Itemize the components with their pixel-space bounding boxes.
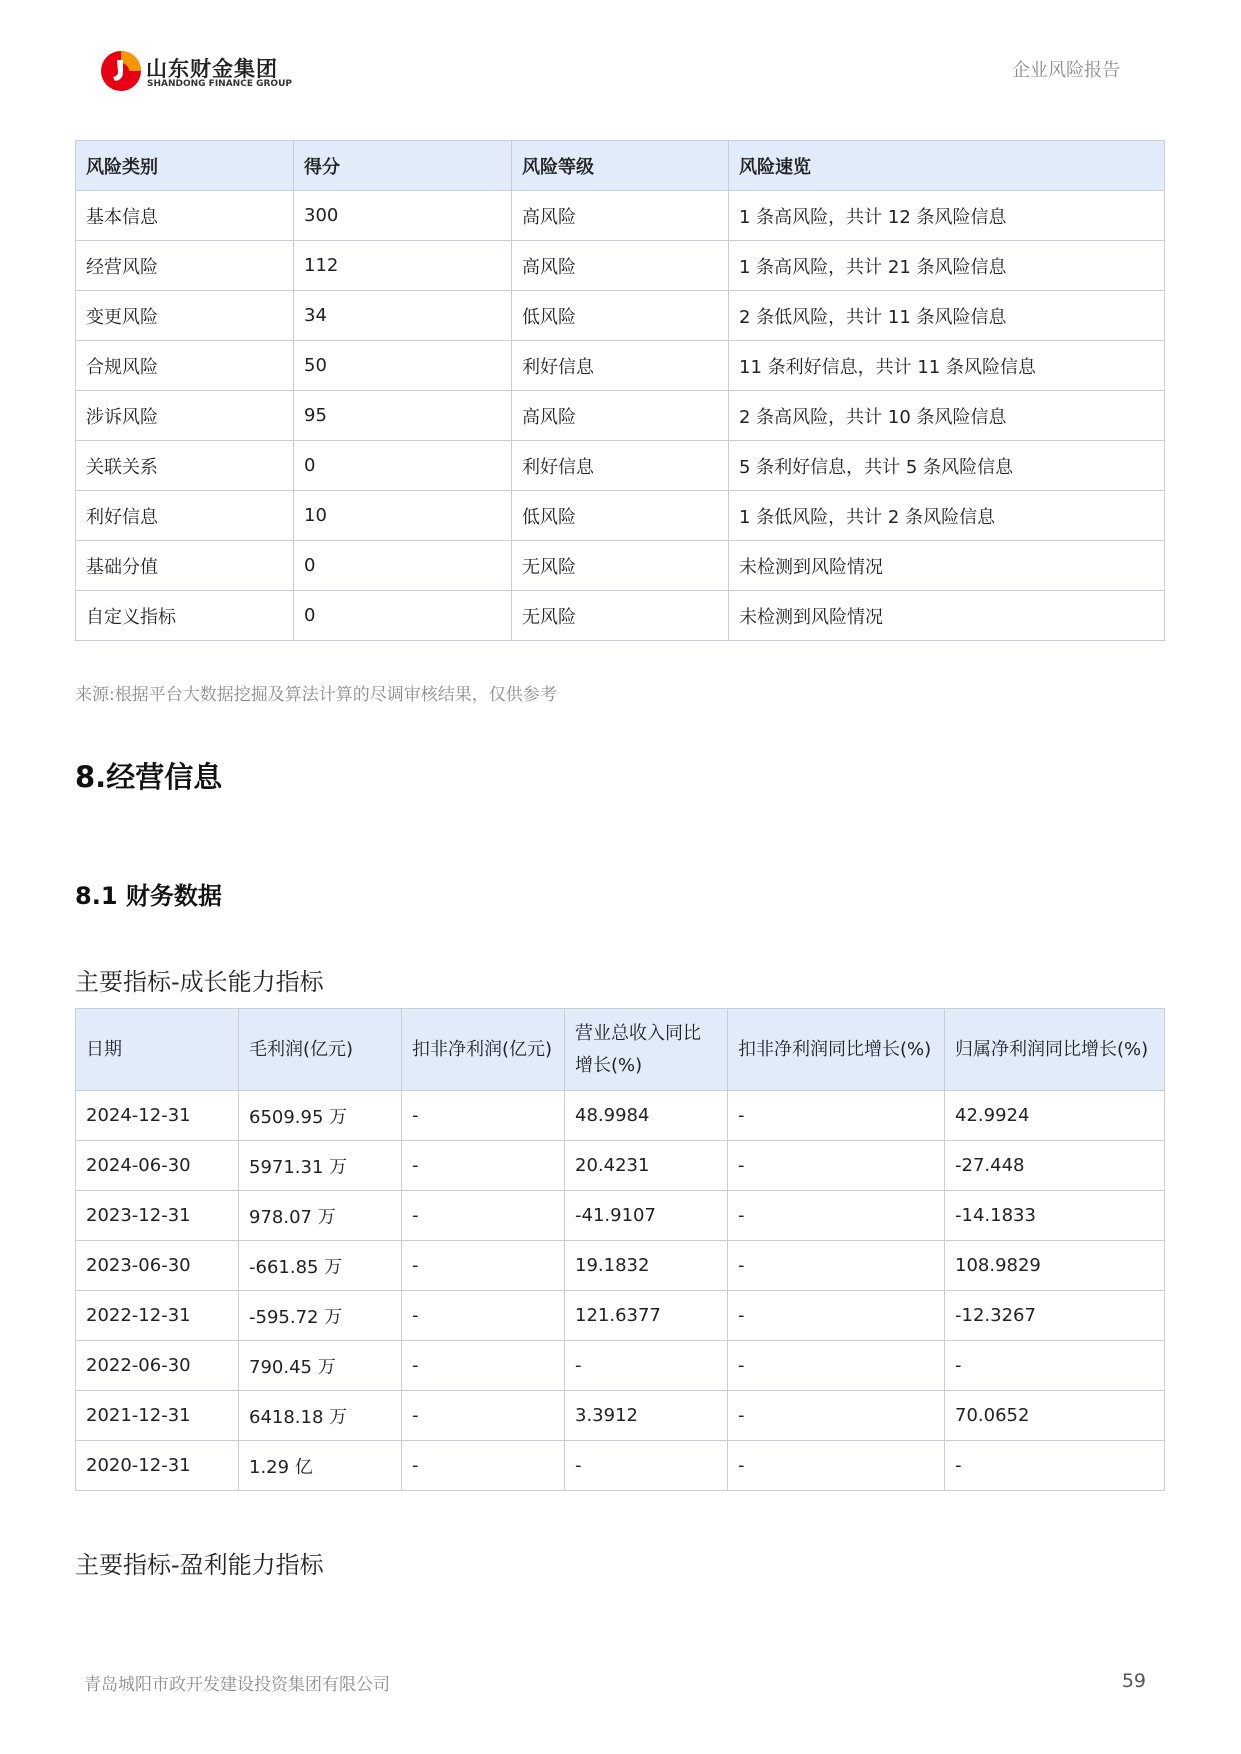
report-title: 企业风险报告 — [1012, 60, 1120, 81]
table-cell: 50 — [294, 341, 512, 391]
table-cell: 108.9829 — [945, 1241, 1165, 1291]
table-cell: - — [402, 1441, 565, 1491]
table-row — [76, 491, 1165, 541]
table-cell: 20.4231 — [565, 1141, 728, 1191]
table-cell: 6509.95 万 — [239, 1091, 402, 1141]
table-cell: 2023-12-31 — [76, 1191, 239, 1241]
table-row — [76, 591, 1165, 641]
table-header-row — [76, 141, 1165, 191]
logo-text-cn: 山东财金集团 — [146, 57, 278, 81]
table-cell: 高风险 — [512, 391, 729, 441]
table-cell: -41.9107 — [565, 1191, 728, 1241]
table-row — [76, 1341, 1165, 1391]
table-cell: 3.3912 — [565, 1391, 728, 1441]
table-row — [76, 391, 1165, 441]
table-row — [76, 191, 1165, 241]
table-cell: 2024-12-31 — [76, 1091, 239, 1141]
column-header: 毛利润(亿元) — [239, 1009, 402, 1091]
table-cell: - — [402, 1141, 565, 1191]
table-cell: 无风险 — [512, 541, 729, 591]
table-cell: - — [402, 1091, 565, 1141]
growth-table — [75, 1008, 1165, 1491]
column-header: 日期 — [76, 1009, 239, 1091]
table-cell: 1 条低风险，共计 2 条风险信息 — [729, 491, 1165, 541]
table-cell: 112 — [294, 241, 512, 291]
table-cell: - — [565, 1341, 728, 1391]
growth-table-title: 主要指标-成长能力指标 — [75, 968, 324, 996]
table-cell: 无风险 — [512, 591, 729, 641]
table-cell: - — [402, 1241, 565, 1291]
table-cell: 2023-06-30 — [76, 1241, 239, 1291]
table-cell: 95 — [294, 391, 512, 441]
table-row — [76, 1191, 1165, 1241]
column-header: 得分 — [294, 141, 512, 191]
table-row — [76, 1141, 1165, 1191]
table-cell: 经营风险 — [76, 241, 294, 291]
table-cell: 关联关系 — [76, 441, 294, 491]
table-row — [76, 1391, 1165, 1441]
table-cell: 自定义指标 — [76, 591, 294, 641]
table-cell: 5971.31 万 — [239, 1141, 402, 1191]
table-cell: 低风险 — [512, 291, 729, 341]
footer-company: 青岛城阳市政开发建设投资集团有限公司 — [84, 1675, 390, 1695]
table-row — [76, 541, 1165, 591]
table-cell: 基本信息 — [76, 191, 294, 241]
table-cell: 2024-06-30 — [76, 1141, 239, 1191]
table-row — [76, 1091, 1165, 1141]
table-cell: - — [728, 1091, 945, 1141]
table-cell: 2022-12-31 — [76, 1291, 239, 1341]
table-cell: 34 — [294, 291, 512, 341]
table-cell: 2021-12-31 — [76, 1391, 239, 1441]
table-cell: 利好信息 — [512, 341, 729, 391]
column-header: 扣非净利润同比增长(%) — [728, 1009, 945, 1091]
table-row — [76, 241, 1165, 291]
table-cell: 高风险 — [512, 241, 729, 291]
column-header: 风险速览 — [729, 141, 1165, 191]
table-cell: 2 条高风险，共计 10 条风险信息 — [729, 391, 1165, 441]
table-cell: - — [945, 1441, 1165, 1491]
table-row — [76, 341, 1165, 391]
table-cell: 0 — [294, 591, 512, 641]
table-cell: - — [728, 1341, 945, 1391]
table-row — [76, 1291, 1165, 1341]
table-cell: - — [402, 1391, 565, 1441]
table-cell: 300 — [294, 191, 512, 241]
table-row — [76, 1441, 1165, 1491]
table-cell: 70.0652 — [945, 1391, 1165, 1441]
table-row — [76, 291, 1165, 341]
table-cell: 高风险 — [512, 191, 729, 241]
risk-table — [75, 140, 1165, 641]
table-cell: 利好信息 — [76, 491, 294, 541]
table-cell: - — [728, 1141, 945, 1191]
table-header-row — [76, 1009, 1165, 1091]
table-cell: 1 条高风险，共计 21 条风险信息 — [729, 241, 1165, 291]
table-cell: 978.07 万 — [239, 1191, 402, 1241]
company-logo — [100, 50, 300, 98]
source-note: 来源:根据平台大数据挖掘及算法计算的尽调审核结果，仅供参考 — [75, 685, 557, 705]
table-cell: - — [402, 1341, 565, 1391]
table-cell: 10 — [294, 491, 512, 541]
column-header: 扣非净利润(亿元) — [402, 1009, 565, 1091]
table-cell: 42.9924 — [945, 1091, 1165, 1141]
table-cell: - — [728, 1191, 945, 1241]
table-cell: 6418.18 万 — [239, 1391, 402, 1441]
table-cell: 未检测到风险情况 — [729, 541, 1165, 591]
table-cell: - — [728, 1291, 945, 1341]
table-cell: 790.45 万 — [239, 1341, 402, 1391]
table-cell: - — [402, 1291, 565, 1341]
table-cell: - — [728, 1241, 945, 1291]
table-row — [76, 1241, 1165, 1291]
section-title: 8.经营信息 — [75, 760, 223, 794]
table-cell: - — [728, 1441, 945, 1491]
table-row — [76, 441, 1165, 491]
table-cell: 涉诉风险 — [76, 391, 294, 441]
table-cell: 1 条高风险，共计 12 条风险信息 — [729, 191, 1165, 241]
table-cell: 121.6377 — [565, 1291, 728, 1341]
table-cell: 基础分值 — [76, 541, 294, 591]
table-cell: 2 条低风险，共计 11 条风险信息 — [729, 291, 1165, 341]
table-cell: -595.72 万 — [239, 1291, 402, 1341]
table-cell: 利好信息 — [512, 441, 729, 491]
table-cell: 48.9984 — [565, 1091, 728, 1141]
table-cell: 0 — [294, 541, 512, 591]
profit-table-title: 主要指标-盈利能力指标 — [75, 1551, 324, 1579]
column-header: 营业总收入同比增长(%) — [565, 1009, 728, 1091]
table-cell: 19.1832 — [565, 1241, 728, 1291]
table-cell: - — [728, 1391, 945, 1441]
table-cell: 低风险 — [512, 491, 729, 541]
page-number: 59 — [1121, 1670, 1146, 1692]
table-cell: - — [945, 1341, 1165, 1391]
column-header: 风险类别 — [76, 141, 294, 191]
table-cell: - — [402, 1191, 565, 1241]
logo-mark-icon — [100, 50, 142, 92]
table-cell: 2022-06-30 — [76, 1341, 239, 1391]
column-header: 风险等级 — [512, 141, 729, 191]
table-cell: 合规风险 — [76, 341, 294, 391]
logo-text-en: SHANDONG FINANCE GROUP — [147, 79, 292, 89]
table-cell: 2020-12-31 — [76, 1441, 239, 1491]
table-cell: 11 条利好信息，共计 11 条风险信息 — [729, 341, 1165, 391]
table-cell: -12.3267 — [945, 1291, 1165, 1341]
column-header: 归属净利润同比增长(%) — [945, 1009, 1165, 1091]
table-cell: 5 条利好信息，共计 5 条风险信息 — [729, 441, 1165, 491]
table-cell: -661.85 万 — [239, 1241, 402, 1291]
table-cell: 0 — [294, 441, 512, 491]
table-cell: 未检测到风险情况 — [729, 591, 1165, 641]
table-cell: 变更风险 — [76, 291, 294, 341]
table-cell: - — [565, 1441, 728, 1491]
subsection-title: 8.1 财务数据 — [75, 882, 222, 910]
table-cell: -14.1833 — [945, 1191, 1165, 1241]
table-cell: 1.29 亿 — [239, 1441, 402, 1491]
table-cell: -27.448 — [945, 1141, 1165, 1191]
